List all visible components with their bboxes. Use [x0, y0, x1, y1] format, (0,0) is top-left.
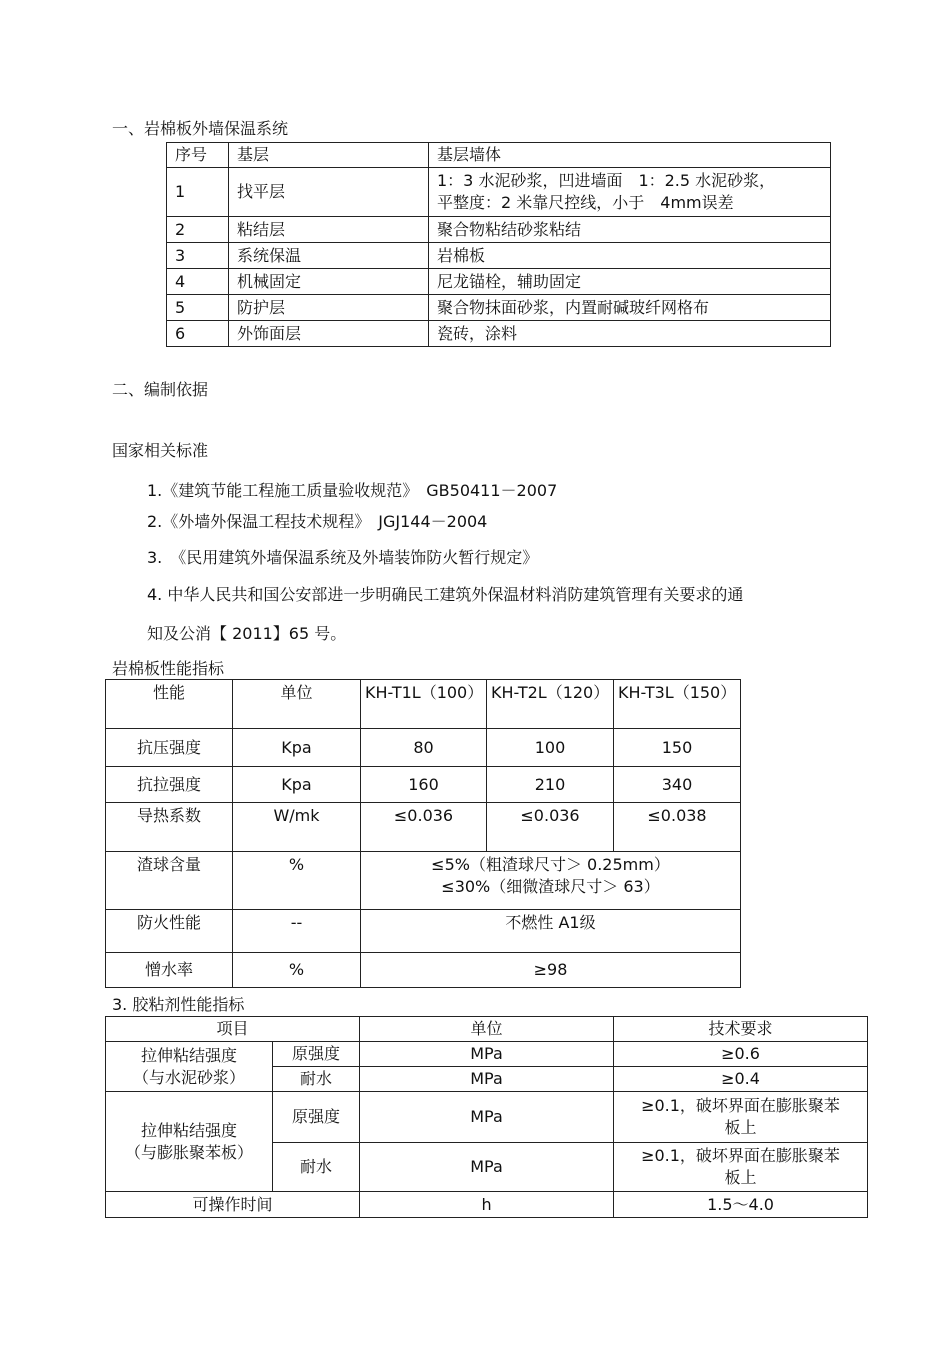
table-cell: MPa [360, 1067, 614, 1092]
table-row [167, 295, 831, 321]
table-cell: 150 [614, 729, 741, 767]
table-row [167, 321, 831, 347]
table-row [106, 1042, 868, 1067]
cell-line: ≤5%（粗渣球尺寸＞ 0.25mm） [431, 855, 670, 874]
table-cell: 憎水率 [106, 953, 233, 988]
table-cell: 抗压强度 [106, 729, 233, 767]
table-cell: 外饰面层 [229, 321, 429, 347]
standard-item: 3. 《民用建筑外墙保温系统及外墙装饰防火暂行规定》 [147, 548, 539, 567]
table-cell: 机械固定 [229, 269, 429, 295]
header-cell: 项目 [106, 1017, 360, 1042]
table-cell: 3 [167, 243, 229, 269]
cell-line: ≤30%（细微渣球尺寸＞ 63） [441, 877, 660, 896]
table-row [167, 217, 831, 243]
table-cell: ≤0.038 [614, 803, 741, 852]
table-row [167, 243, 831, 269]
table-cell: 尼龙锚栓，辅助固定 [429, 269, 831, 295]
table-row [167, 168, 831, 217]
table-cell: 聚合物抹面砂浆，内置耐碱玻纤网格布 [429, 295, 831, 321]
table-cell: 导热系数 [106, 803, 233, 852]
table-cell: 瓷砖，涂料 [429, 321, 831, 347]
table-cell: 6 [167, 321, 229, 347]
table-row [106, 910, 741, 953]
header-cell: 基层墙体 [429, 143, 831, 168]
table-row [167, 269, 831, 295]
table-cell [429, 168, 831, 217]
table-cell: 渣球含量 [106, 852, 233, 910]
cell-line: 板上 [724, 1118, 757, 1137]
cell-line: 平整度：2 米靠尺控线，小于 4mm误差 [437, 193, 734, 212]
table-cell: ≥0.6 [614, 1042, 868, 1067]
table-cell: % [233, 852, 361, 910]
rockwool-performance-table [105, 679, 741, 988]
group-label-cell [106, 1092, 273, 1192]
table-cell: 210 [487, 767, 614, 803]
cell-line: ≥0.1，破坏界面在膨胀聚苯 [641, 1096, 840, 1115]
table-row [106, 803, 741, 852]
table-cell: 原强度 [273, 1042, 360, 1067]
table-cell [361, 852, 741, 910]
table-cell: h [360, 1192, 614, 1218]
table-cell: Kpa [233, 729, 361, 767]
table-cell: 2 [167, 217, 229, 243]
header-cell: KH-T3L（150） [614, 680, 741, 729]
header-cell: 性能 [106, 680, 233, 729]
table-cell: 耐水 [273, 1067, 360, 1092]
header-cell: KH-T2L（120） [487, 680, 614, 729]
cell-line: 拉伸粘结强度 [140, 1120, 237, 1140]
table-row [106, 1192, 868, 1218]
table-cell: 聚合物粘结砂浆粘结 [429, 217, 831, 243]
header-cell: 基层 [229, 143, 429, 168]
table-cell: 80 [361, 729, 487, 767]
table-cell: 粘结层 [229, 217, 429, 243]
header-cell: 技术要求 [614, 1017, 868, 1042]
table-cell: 4 [167, 269, 229, 295]
table-cell: 耐水 [273, 1143, 360, 1192]
cell-line: 1：3 水泥砂浆，凹进墙面 1：2.5 水泥砂浆， [437, 171, 776, 190]
table-cell: 岩棉板 [429, 243, 831, 269]
table-cell: 可操作时间 [106, 1192, 360, 1218]
table-cell: ≥0.4 [614, 1067, 868, 1092]
header-cell: 序号 [167, 143, 229, 168]
table-cell: 系统保温 [229, 243, 429, 269]
table-cell: 防护层 [229, 295, 429, 321]
table-row [106, 953, 741, 988]
table-cell: MPa [360, 1092, 614, 1143]
header-cell: 单位 [360, 1017, 614, 1042]
table-cell: MPa [360, 1042, 614, 1067]
table-row [106, 852, 741, 910]
group-label-cell [106, 1042, 273, 1092]
table-header-row [167, 143, 831, 168]
table-cell: ≤0.036 [361, 803, 487, 852]
cell-line: （与水泥砂浆） [132, 1067, 245, 1087]
cell-line: 拉伸粘结强度 [140, 1045, 237, 1065]
table-cell: ≤0.036 [487, 803, 614, 852]
table-cell: 160 [361, 767, 487, 803]
table-row [106, 767, 741, 803]
table-header-row [106, 680, 741, 729]
adhesive-performance-table [105, 1016, 868, 1218]
table-cell: 5 [167, 295, 229, 321]
table-cell [614, 1092, 868, 1143]
cell-line: （与膨胀聚苯板） [124, 1142, 253, 1162]
rockwool-title: 岩棉板性能指标 [112, 659, 225, 678]
standard-item: 1.《建筑节能工程施工质量验收规范》 GB50411－2007 [147, 481, 558, 500]
cell-line: ≥0.1，破坏界面在膨胀聚苯 [641, 1146, 840, 1165]
standards-subheading: 国家相关标准 [112, 441, 209, 460]
table-cell: 100 [487, 729, 614, 767]
section2-heading: 二、编制依据 [112, 380, 209, 399]
table-cell: W/mk [233, 803, 361, 852]
table-cell: % [233, 953, 361, 988]
table-cell [614, 1143, 868, 1192]
standard-item: 4. 中华人民共和国公安部进一步明确民工建筑外保温材料消防建筑管理有关要求的通 [147, 585, 744, 604]
adhesive-title: 3. 胶粘剂性能指标 [112, 995, 245, 1014]
table-cell: 不燃性 A1级 [361, 910, 741, 953]
table-cell: -- [233, 910, 361, 953]
table-cell: 340 [614, 767, 741, 803]
insulation-system-table [166, 142, 831, 347]
standard-item: 2.《外墙外保温工程技术规程》 JGJ144－2004 [147, 512, 488, 531]
table-cell: Kpa [233, 767, 361, 803]
table-row [106, 729, 741, 767]
table-cell: ≥98 [361, 953, 741, 988]
table-row [106, 1092, 868, 1143]
table-cell: 1 [167, 168, 229, 217]
header-cell: KH-T1L（100） [361, 680, 487, 729]
header-cell: 单位 [233, 680, 361, 729]
table-cell: 找平层 [229, 168, 429, 217]
table-cell: 原强度 [273, 1092, 360, 1143]
table-cell: 1.5～4.0 [614, 1192, 868, 1218]
table-cell: 防火性能 [106, 910, 233, 953]
table-cell: MPa [360, 1143, 614, 1192]
section1-heading: 一、岩棉板外墙保温系统 [112, 119, 289, 138]
standard-item: 知及公消【 2011】65 号。 [147, 624, 347, 643]
cell-line: 板上 [724, 1168, 757, 1187]
table-cell: 抗拉强度 [106, 767, 233, 803]
table-header-row [106, 1017, 868, 1042]
